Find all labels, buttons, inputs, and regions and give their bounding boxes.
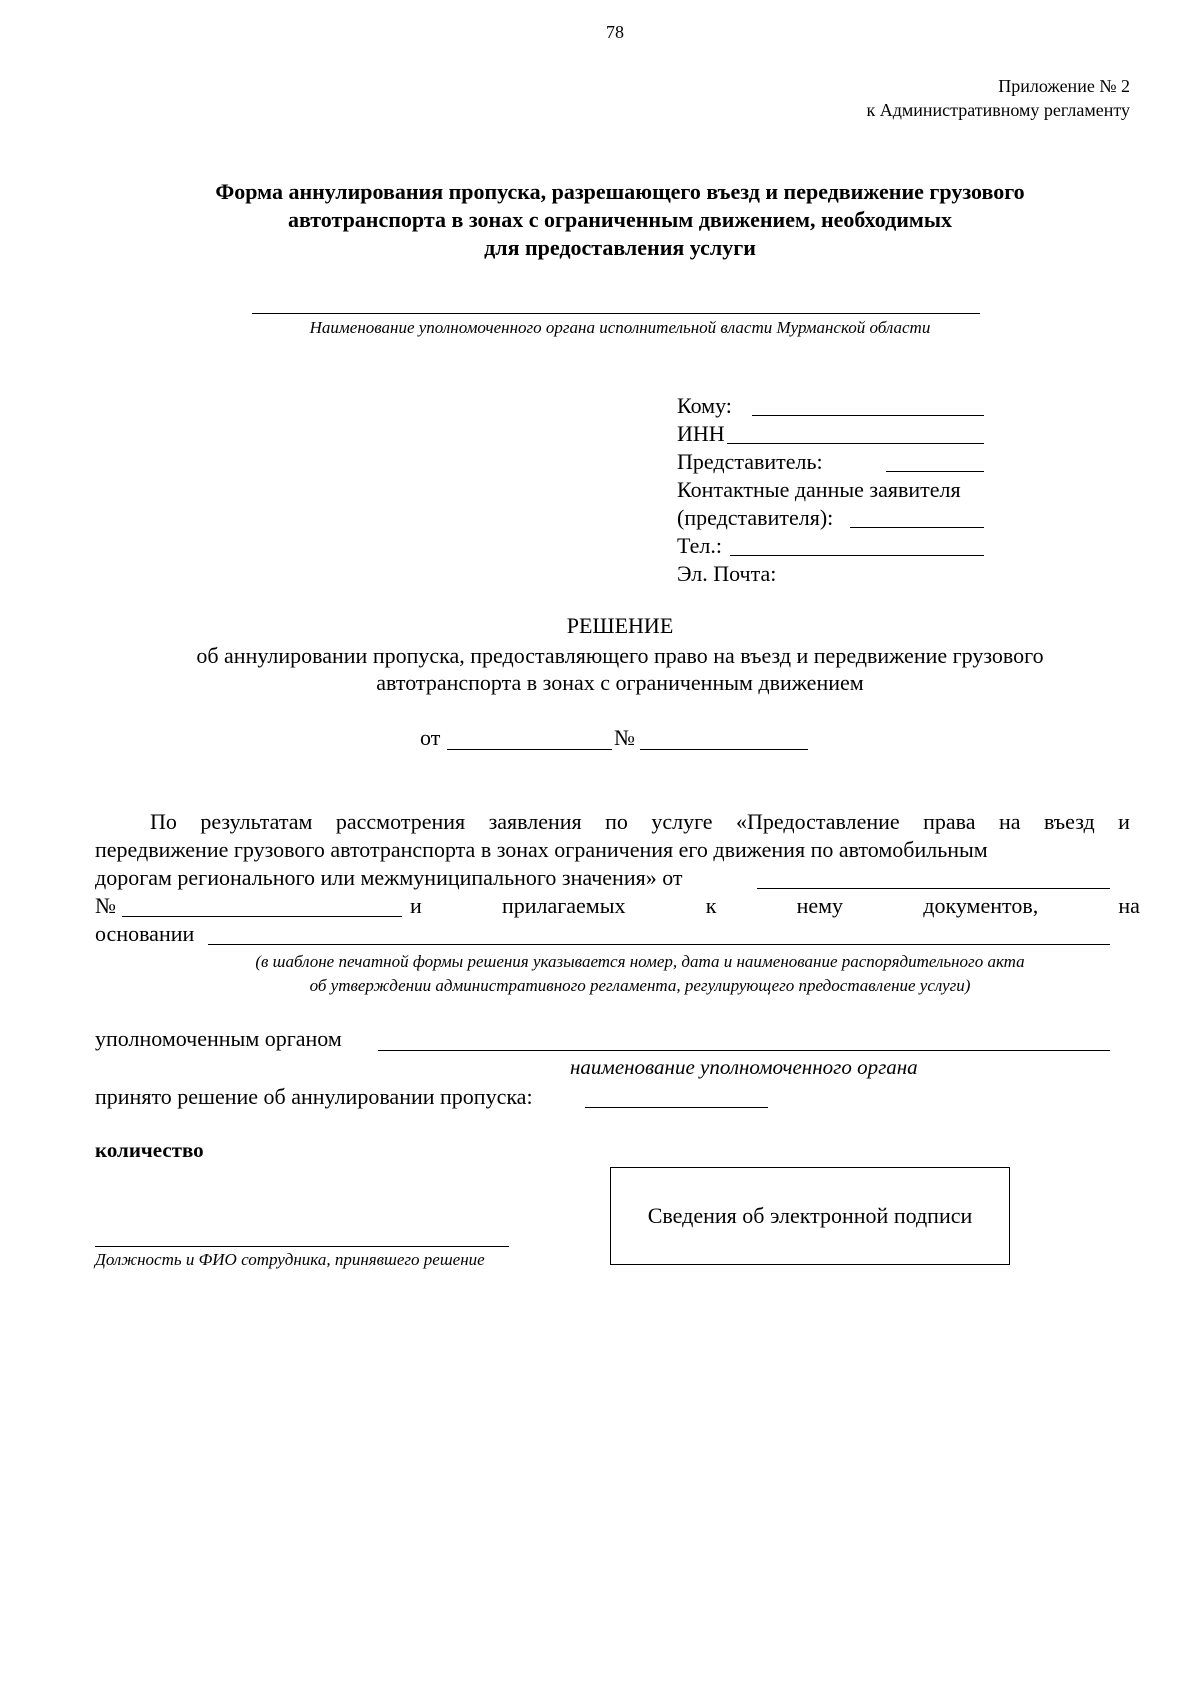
recipient-to-field[interactable] (752, 415, 984, 416)
basis-field[interactable] (208, 944, 1110, 945)
recipient-representative-field[interactable] (886, 471, 984, 472)
decision-number-label: № (614, 725, 635, 750)
basis-note (90, 950, 1190, 998)
form-title-line: для предоставления услуги (484, 235, 756, 260)
form-title-line: автотранспорта в зонах с ограниченным движением, необходимых (287, 207, 953, 232)
decision-date-field[interactable] (447, 749, 612, 750)
electronic-signature-text: Сведения об электронной подписи (647, 1203, 973, 1228)
form-title-line: Форма аннулирования пропуска, разрешающего въезд и передвижение грузового (215, 179, 1025, 204)
decision-taken-field[interactable] (585, 1107, 768, 1108)
recipient-to-label: Кому: (677, 393, 732, 418)
decision-subtitle: об аннулировании пропуска, предоставляющего право на въезд и передвижение грузового (196, 643, 1044, 668)
quantity-label: количество (95, 1138, 204, 1162)
paragraph-word: услуге (651, 809, 713, 834)
paragraph-word: рассмотрения (335, 809, 466, 834)
application-number-field[interactable] (122, 916, 402, 917)
recipient-representative-label: Представитель: (677, 449, 823, 474)
paragraph-word: и (1118, 809, 1130, 834)
electronic-signature-box (610, 1167, 1010, 1265)
paragraph-word: документов, (923, 893, 1039, 918)
body-paragraph-line (410, 892, 1140, 919)
paragraph-word: права (923, 809, 976, 834)
paragraph-word: на (998, 809, 1021, 834)
decision-subtitle: автотранспорта в зонах с ограниченным движением (376, 670, 864, 695)
recipient-contacts-label-2: (представителя): (677, 505, 834, 530)
decision-taken-label: принято решение об аннулировании пропуска: (95, 1084, 533, 1109)
page-number: 78 (606, 22, 624, 42)
recipient-email-label: Эл. Почта: (677, 561, 777, 586)
body-paragraph-line: передвижение грузового автотранспорта в зонах ограничения его движения по автомобильным (95, 837, 988, 862)
org-name-caption: Наименование уполномоченного органа исполнительной власти Мурманской области (309, 318, 931, 337)
paragraph-word: к (705, 893, 717, 918)
recipient-phone-label: Тел.: (677, 533, 722, 558)
basis-note-line: (в шаблоне печатной формы решения указывается номер, дата и наименование распорядительного акта (255, 952, 1025, 971)
paragraph-word: «Предоставление (736, 809, 900, 834)
authority-caption: наименование уполномоченного органа (570, 1055, 918, 1079)
recipient-contacts-label: Контактные данные заявителя (677, 477, 961, 502)
paragraph-word: По (150, 809, 177, 834)
recipient-contacts-field[interactable] (850, 527, 984, 528)
appendix-regulation: к Административному регламенту (866, 100, 1130, 120)
org-name-field[interactable] (252, 313, 980, 314)
decision-date-label: от (420, 725, 441, 750)
paragraph-word: въезд (1043, 809, 1095, 834)
paragraph-word: на (1118, 893, 1140, 918)
application-number-label: № (95, 893, 116, 918)
recipient-inn-label: ИНН (677, 421, 725, 446)
body-paragraph-line: дорогам регионального или межмуниципального значения» от (95, 865, 683, 890)
authority-label: уполномоченным органом (95, 1026, 342, 1051)
form-title (120, 178, 1120, 262)
official-caption: Должность и ФИО сотрудника, принявшего решение (95, 1250, 485, 1269)
paragraph-word: нему (796, 893, 844, 918)
paragraph-word: прилагаемых (501, 893, 626, 918)
paragraph-word: и (410, 893, 422, 918)
decision-heading: РЕШЕНИЕ (566, 613, 674, 638)
decision-number-field[interactable] (640, 749, 808, 750)
application-date-field[interactable] (757, 888, 1110, 889)
basis-label: основании (95, 921, 195, 946)
body-paragraph-line (150, 808, 1130, 835)
recipient-phone-field[interactable] (730, 555, 984, 556)
paragraph-word: заявления (488, 809, 582, 834)
paragraph-word: по (605, 809, 628, 834)
paragraph-word: результатам (200, 809, 313, 834)
recipient-inn-field[interactable] (727, 443, 984, 444)
authority-field[interactable] (378, 1050, 1110, 1051)
official-signature-field[interactable] (95, 1246, 509, 1247)
basis-note-line: об утверждении административного регламента, регулирующего предоставление услуги) (309, 976, 971, 995)
appendix-label: Приложение № 2 (998, 76, 1130, 96)
